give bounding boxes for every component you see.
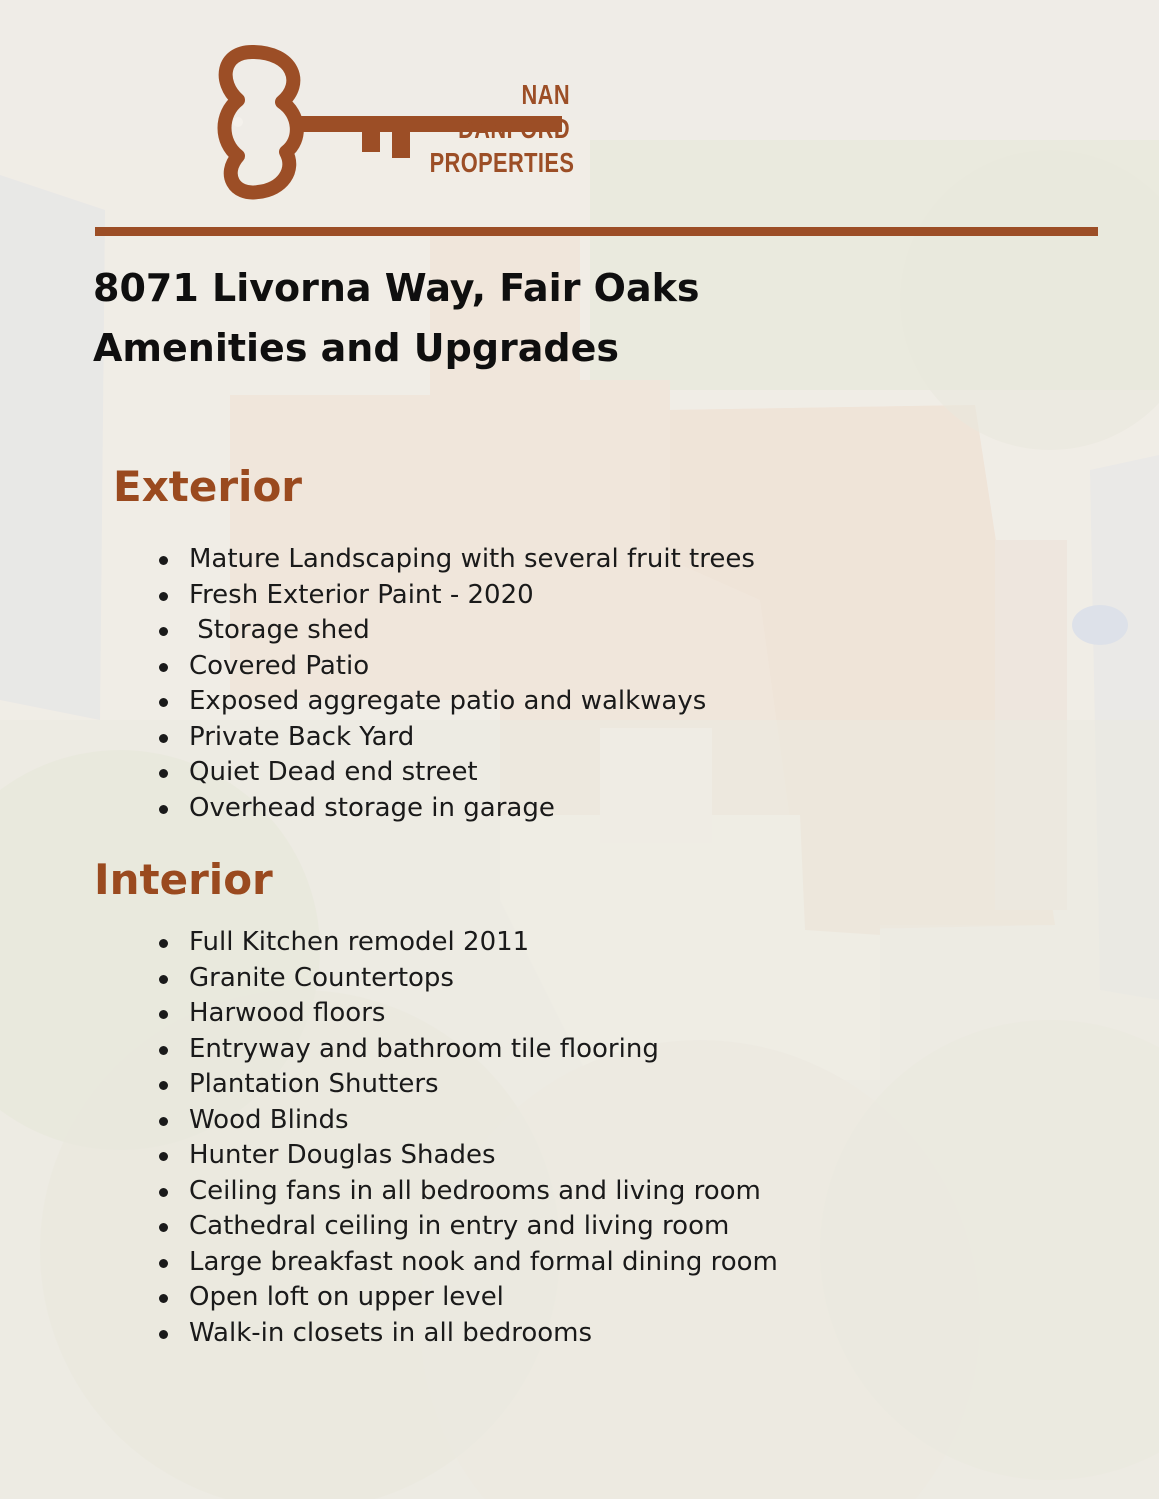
list-item: Wood Blinds [159, 1103, 778, 1139]
title-address: 8071 Livorna Way, Fair Oaks [93, 266, 700, 310]
list-item: Overhead storage in garage [159, 791, 755, 827]
list-item: Entryway and bathroom tile flooring [159, 1032, 778, 1068]
page-title [93, 258, 700, 378]
list-item: Open loft on upper level [159, 1280, 778, 1316]
list-item: Full Kitchen remodel 2011 [159, 925, 778, 961]
logo-wordmark [429, 78, 575, 180]
list-item: Cathedral ceiling in entry and living room [159, 1209, 778, 1245]
exterior-list [159, 542, 755, 826]
exterior-heading: Exterior [113, 462, 303, 511]
interior-heading: Interior [94, 855, 273, 904]
interior-list [159, 925, 778, 1351]
logo-line-2: PROPERTIES [429, 147, 575, 178]
list-item: Exposed aggregate patio and walkways [159, 684, 755, 720]
logo-line-1: NAN DANFORD [458, 79, 570, 144]
list-item: Private Back Yard [159, 720, 755, 756]
title-subtitle: Amenities and Upgrades [93, 326, 620, 370]
list-item: Hunter Douglas Shades [159, 1138, 778, 1174]
list-item: Ceiling fans in all bedrooms and living room [159, 1174, 778, 1210]
list-item: Covered Patio [159, 649, 755, 685]
list-item: Quiet Dead end street [159, 755, 755, 791]
list-item: Granite Countertops [159, 961, 778, 997]
list-item: Storage shed [159, 613, 755, 649]
list-item: Fresh Exterior Paint - 2020 [159, 578, 755, 614]
list-item: Plantation Shutters [159, 1067, 778, 1103]
list-item: Harwood floors [159, 996, 778, 1032]
header-divider [95, 227, 1098, 236]
list-item: Mature Landscaping with several fruit trees [159, 542, 755, 578]
list-item: Walk-in closets in all bedrooms [159, 1316, 778, 1352]
list-item: Large breakfast nook and formal dining room [159, 1245, 778, 1281]
